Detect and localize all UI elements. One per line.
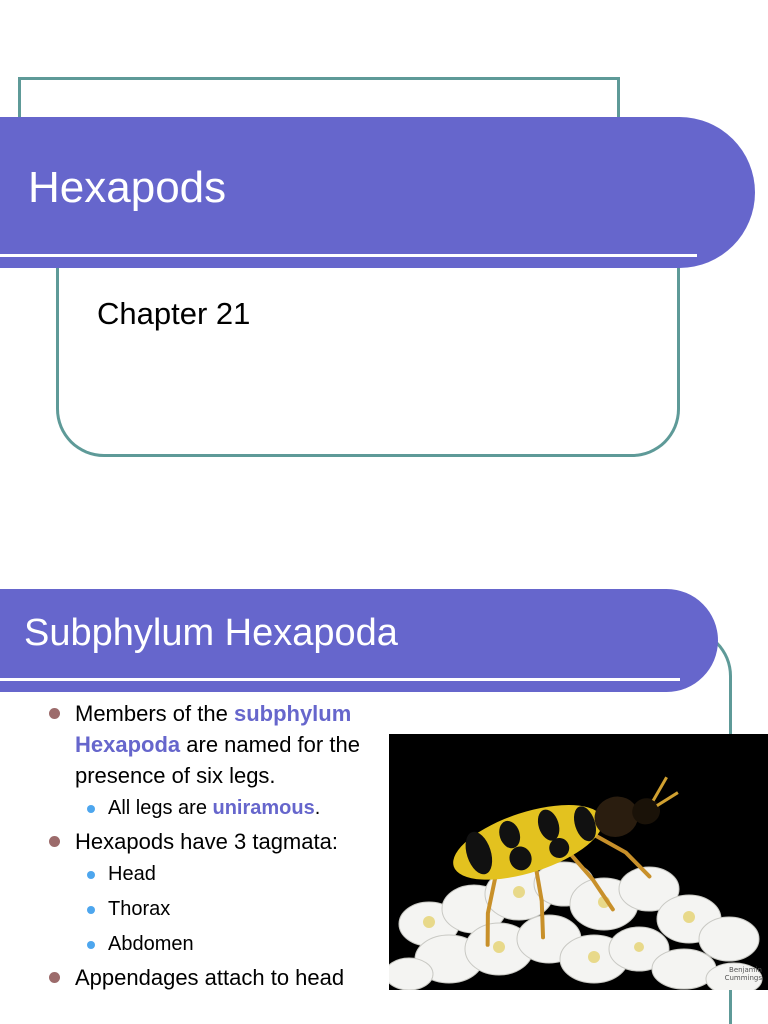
bullet-text: Hexapods have 3 tagmata: [75,829,338,854]
sub-bullet-text: Abdomen [108,933,194,955]
bullet-text: Appendages attach to head [75,965,345,990]
beetle-on-flowers-image [389,734,768,990]
sub-bullet-text: Head [108,863,156,885]
photo-credit [725,966,762,982]
slide-hexapods [0,0,768,500]
sub-bullet-dot-icon [87,941,95,949]
bullet-text: Members of the [75,701,234,726]
sub-bullet-text: All legs are [108,797,213,819]
slide-frame-bottom [56,240,680,457]
sub-bullet-item [0,857,400,892]
credit-line: Cummings [724,974,762,982]
sub-bullet-item [0,927,400,962]
credit-line: Benjamin [729,966,762,974]
bullet-item [0,962,390,993]
bullet-text: are named for the presence of six legs. [75,732,360,788]
sub-bullet-item [0,892,400,927]
slide-subphylum-hexapoda [0,588,768,1024]
slide-title: Hexapods [28,163,227,212]
highlight-term: subphylum Hexapoda [75,701,352,757]
sub-bullet-dot-icon [87,906,95,914]
title-bar [0,117,755,268]
sub-bullet-dot-icon [87,871,95,879]
bullet-dot-icon [49,708,60,719]
sub-bullet-dot-icon [87,805,95,813]
bullet-list [0,698,400,993]
sub-bullet-text: Thorax [108,898,171,920]
title-rule [0,254,697,257]
sub-bullet-item [0,791,400,826]
bullet-item [0,826,390,857]
beetle-photo [389,734,768,990]
bullet-item [0,698,390,791]
slide-subtitle: Chapter 21 [97,296,251,331]
bullet-dot-icon [49,972,60,983]
sub-bullet-text: . [314,797,321,819]
slide-title: Subphylum Hexapoda [24,612,398,654]
highlight-term: uniramous [212,797,315,819]
bullet-dot-icon [49,836,60,847]
title-bar [0,589,718,692]
title-rule [0,678,680,681]
